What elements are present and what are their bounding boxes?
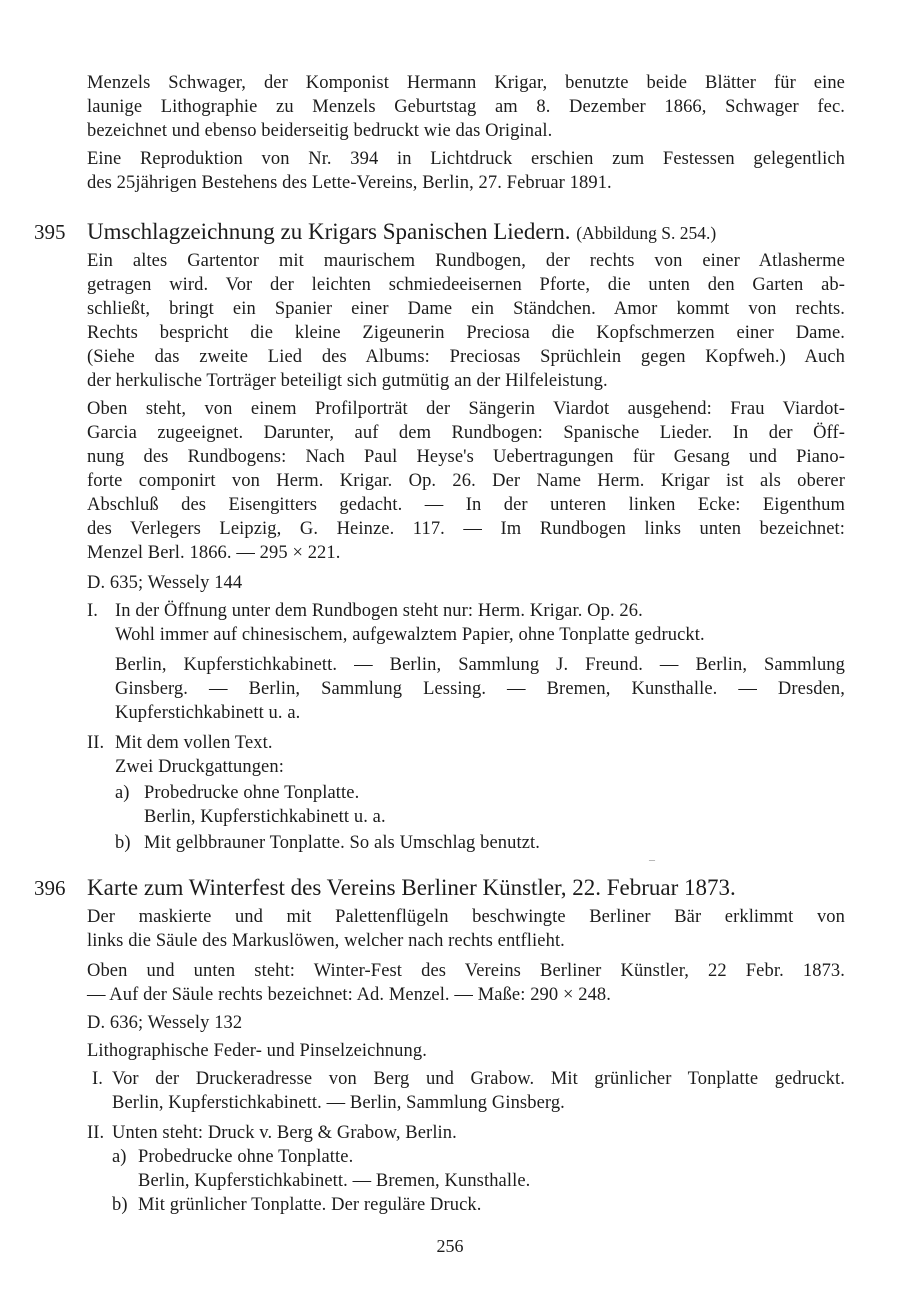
entry-395-inscription-line-2: Garcia zugeeignet. Darunter, auf dem Rundbogen: Spanische Lieder. In der Öff- — [87, 423, 845, 443]
entry-396-inscription-line-2: — Auf der Säule rechts bezeichnet: Ad. Menzel. — Maße: 290 × 248. — [87, 985, 612, 1005]
entry-396-sub-b-label: b) — [112, 1195, 128, 1215]
entry-395-state-1-label: I. — [87, 601, 98, 621]
intro-p1-line-1: Menzels Schwager, der Komponist Hermann Krigar, benutzte beide Blätter für eine — [87, 73, 845, 93]
entry-395-sub-b-label: b) — [115, 833, 131, 853]
entry-396-state-1-line-1: Vor der Druckeradresse von Berg und Grabow. Mit grünlicher Tonplatte gedruckt. — [112, 1069, 845, 1089]
entry-395-reference: D. 635; Wessely 144 — [87, 573, 243, 593]
entry-395-state-2-line-1: Mit dem vollen Text. — [115, 733, 273, 753]
entry-395-state-1-collections-line-3: Kupferstichkabinett u. a. — [115, 703, 301, 723]
entry-395-inscription-line-1: Oben steht, von einem Profilporträt der Sängerin Viardot ausgehend: Frau Viardot- — [87, 399, 845, 419]
entry-395-desc-line-6: der herkulische Torträger beteiligt sich gutmütig an der Hilfeleistung. — [87, 371, 608, 391]
entry-395-desc-line-1: Ein altes Gartentor mit maurischem Rundbogen, der rechts von einer Atlasherme — [87, 251, 845, 271]
entry-395-desc-line-5: (Siehe das zweite Lied des Albums: Preciosas Sprüchlein gegen Kopfweh.) Auch — [87, 347, 845, 367]
entry-395-title — [87, 219, 716, 246]
entry-396-sub-a-label: a) — [112, 1147, 127, 1167]
intro-p2-line-2: des 25jährigen Bestehens des Lette-Vereins, Berlin, 27. Februar 1891. — [87, 173, 612, 193]
entry-396-state-1-label: I. — [92, 1069, 103, 1089]
entry-395-inscription-line-6: des Verlegers Leipzig, G. Heinze. 117. — Im Rundbogen links unten bezeichnet: — [87, 519, 845, 539]
entry-396-reference: D. 636; Wessely 132 — [87, 1013, 243, 1033]
entry-395-desc-line-4: Rechts bespricht die kleine Zigeunerin Preciosa die Kopfschmerzen einer Dame. — [87, 323, 845, 343]
entry-395-number: 395 — [34, 220, 66, 244]
entry-395-desc-line-2: getragen wird. Vor der leichten schmiedeeisernen Pforte, die unten den Garten ab- — [87, 275, 845, 295]
entry-396-number: 396 — [34, 876, 66, 900]
entry-395-state-1-collections-line-1: Berlin, Kupferstichkabinett. — Berlin, Sammlung J. Freund. — Berlin, Sammlung — [115, 655, 845, 675]
entry-396-desc-line-2: links die Säule des Markuslöwen, welcher nach rechts entflieht. — [87, 931, 565, 951]
entry-395-state-2-line-2: Zwei Druckgattungen: — [115, 757, 284, 777]
entry-395-state-1-line-1: In der Öffnung unter dem Rundbogen steht nur: Herm. Krigar. Op. 26. — [115, 601, 643, 621]
entry-395-state-2-label: II. — [87, 733, 105, 753]
entry-395-inscription-line-4: forte componirt von Herm. Krigar. Op. 26. Der Name Herm. Krigar ist als oberer — [87, 471, 845, 491]
entry-396-title: Karte zum Winterfest des Vereins Berliner Künstler, 22. Februar 1873. — [87, 875, 736, 900]
entry-395-sub-a: Probedrucke ohne Tonplatte. — [144, 783, 360, 803]
entry-395-inscription-line-7: Menzel Berl. 1866. — 295 × 221. — [87, 543, 341, 563]
entry-395-sub-a-label: a) — [115, 783, 130, 803]
print-mark: ‒ — [649, 852, 655, 866]
entry-396-state-2-label: II. — [87, 1123, 105, 1143]
entry-395-state-1-collections-line-2: Ginsberg. — Berlin, Sammlung Lessing. — Bremen, Kunsthalle. — Dresden, — [115, 679, 845, 699]
entry-396-sub-a: Probedrucke ohne Tonplatte. — [138, 1147, 354, 1167]
intro-p1-line-3: bezeichnet und ebenso beiderseitig bedruckt wie das Original. — [87, 121, 553, 141]
entry-395-sub-a-collections: Berlin, Kupferstichkabinett u. a. — [144, 807, 386, 827]
page-number: 256 — [436, 1236, 464, 1256]
entry-396-sub-a-collections: Berlin, Kupferstichkabinett. — Bremen, Kunsthalle. — [138, 1171, 531, 1191]
entry-395-figure-ref: (Abbildung S. 254.) — [576, 223, 717, 243]
entry-396-technique: Lithographische Feder- und Pinselzeichnung. — [87, 1041, 427, 1061]
intro-p2-line-1: Eine Reproduktion von Nr. 394 in Lichtdruck erschien zum Festessen gelegentlich — [87, 149, 845, 169]
entry-396-desc-line-1: Der maskierte und mit Palettenflügeln beschwingte Berliner Bär erklimmt von — [87, 907, 845, 927]
entry-395-inscription-line-5: Abschluß des Eisengitters gedacht. — In der unteren linken Ecke: Eigenthum — [87, 495, 845, 515]
entry-396-state-2: Unten steht: Druck v. Berg & Grabow, Berlin. — [112, 1123, 457, 1143]
entry-395-desc-line-3: schließt, bringt ein Spanier einer Dame ein Ständchen. Amor kommt von rechts. — [87, 299, 845, 319]
entry-395-sub-b: Mit gelbbrauner Tonplatte. So als Umschlag benutzt. — [144, 833, 540, 853]
entry-396-state-1-line-2: Berlin, Kupferstichkabinett. — Berlin, Sammlung Ginsberg. — [112, 1093, 565, 1113]
entry-395-state-1-line-2: Wohl immer auf chinesischem, aufgewalztem Papier, ohne Tonplatte gedruckt. — [115, 625, 705, 645]
entry-396-sub-b: Mit grünlicher Tonplatte. Der reguläre Druck. — [138, 1195, 482, 1215]
entry-396-inscription-line-1: Oben und unten steht: Winter-Fest des Vereins Berliner Künstler, 22 Febr. 1873. — [87, 961, 845, 981]
intro-p1-line-2: launige Lithographie zu Menzels Geburtstag am 8. Dezember 1866, Schwager fec. — [87, 97, 845, 117]
entry-395-title-text: Umschlagzeichnung zu Krigars Spanischen Liedern. — [87, 219, 571, 244]
entry-395-inscription-line-3: nung des Rundbogens: Nach Paul Heyse's Uebertragungen für Gesang und Piano- — [87, 447, 845, 467]
